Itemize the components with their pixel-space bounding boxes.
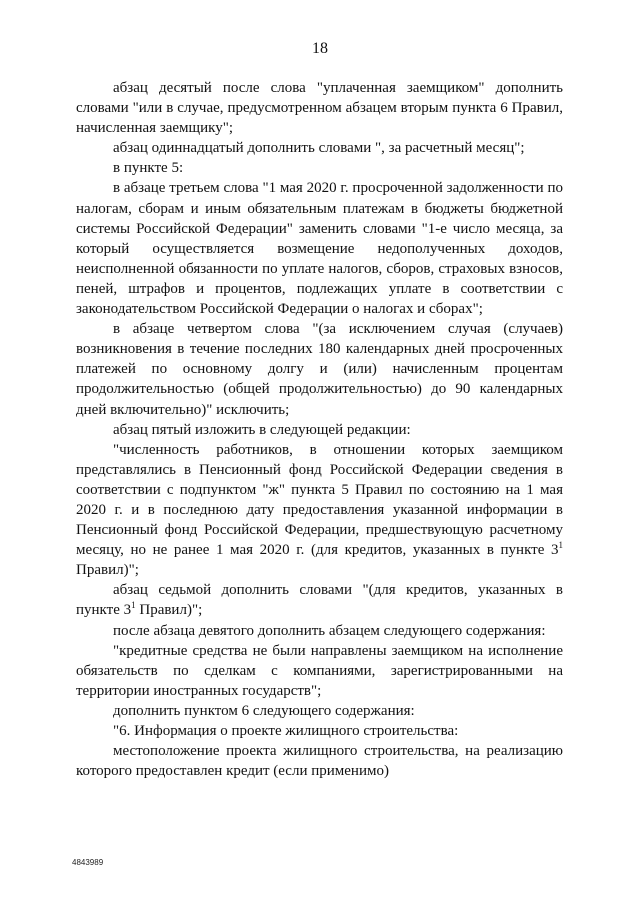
paragraph-text: Правил)"; bbox=[135, 602, 203, 619]
document-code: 4843989 bbox=[72, 858, 104, 867]
paragraph: местоположение проекта жилищного строительства, на реализацию которого предоставлен кредит (если применимо) bbox=[76, 743, 563, 780]
paragraph: "6. Информация о проекте жилищного строительства: bbox=[113, 723, 459, 739]
paragraph: абзац одиннадцатый дополнить словами ", за расчетный месяц"; bbox=[113, 140, 525, 157]
paragraph-text: "численность работников, в отношении которых заемщиком представлялись в Пенсионный фонд Российской Федерации сведения в соответствии с подпунктом "ж" пункта 5 Правил по состоянию на 1 мая 2020 г. и в последнюю дату предоставления указанной информации в Пенсионный фонд Российской Федерации, предшествующую расчетному месяцу, но не ранее 1 мая 2020 г. (для кредитов, указанных в пункте 3 bbox=[76, 441, 563, 559]
superscript: 1 bbox=[131, 600, 136, 611]
paragraph: абзац десятый после слова "уплаченная заемщиком" дополнить словами "или в случае, предусмотренном абзацем вторым пункта 6 Правил, начисленная заемщику"; bbox=[76, 80, 563, 137]
paragraph: в пункте 5: bbox=[113, 160, 184, 177]
paragraph: после абзаца девятого дополнить абзацем следующего содержания: bbox=[113, 622, 546, 639]
superscript: 1 bbox=[558, 540, 563, 551]
paragraph-text: Правил)"; bbox=[76, 562, 139, 579]
paragraph-text: абзац седьмой дополнить словами "(для кредитов, указанных в пункте 3 bbox=[76, 582, 563, 619]
paragraph: в абзаце четвертом слова "(за исключением случая (случаев) возникновения в течение последних 180 календарных дней просроченных платежей по основному долгу и (или) начисленным процентам продолжительностью (общей продолжительностью) до 90 календарных дней включительно)" исключить; bbox=[76, 321, 563, 418]
document-body bbox=[76, 78, 563, 781]
paragraph: в абзаце третьем слова "1 мая 2020 г. просроченной задолженности по налогам, сборам и иным обязательным платежам в бюджеты бюджетной системы Российской Федерации" заменить словами "1-е число месяца, за который осуществляется возмещение недополученных доходов, неисполненной обязанности по уплате налогов, сборов, страховых взносов, пеней, штрафов и процентов, подлежащих уплате в соответствии с законодательством Российской Федерации о налогах и сборах"; bbox=[76, 180, 563, 318]
paragraph-with-footnote bbox=[76, 580, 563, 620]
page-number: 18 bbox=[312, 40, 328, 57]
paragraph: абзац пятый изложить в следующей редакции: bbox=[113, 421, 411, 438]
paragraph: "кредитные средства не были направлены заемщиком на исполнение обязательств по сделкам с компаниями, зарегистрированными на территории иностранных государств"; bbox=[76, 642, 563, 699]
paragraph: дополнить пунктом 6 следующего содержания: bbox=[113, 702, 415, 719]
paragraph-with-footnote bbox=[76, 440, 563, 581]
